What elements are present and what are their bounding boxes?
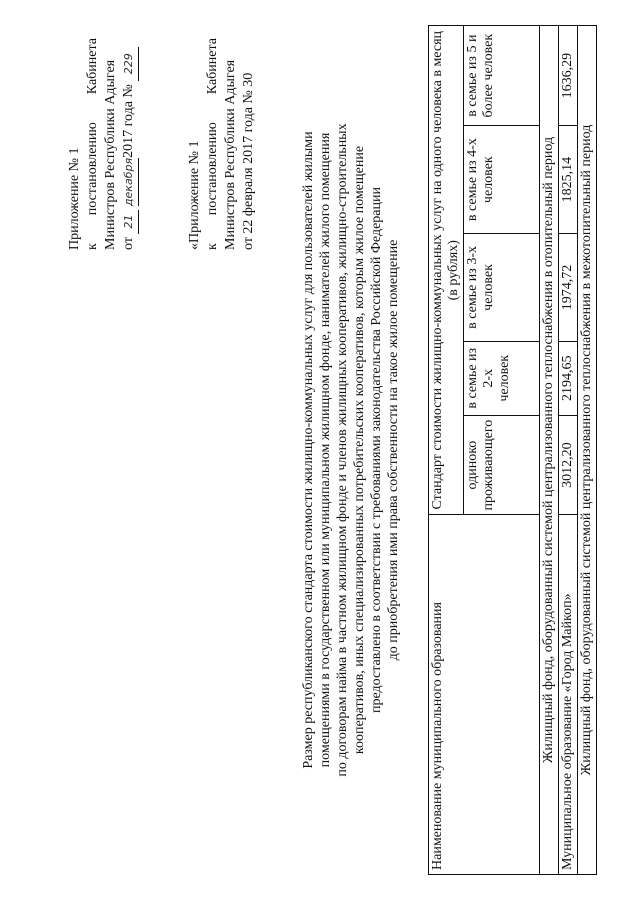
heading-line: помещениями в государственном или муниципальном жилищном фонде, нанимателей жилого помещения [318,132,333,768]
handwritten-date-day: 21 [120,210,139,234]
appendix-current-title: Приложение № 1 [67,147,82,250]
appendix-previous-line2-left: к [205,243,220,250]
heading-line: до приобретения ими права собственности на такое жилое помещение [386,239,401,661]
table-header-row [429,26,464,875]
subheader-single: одиноко проживающего [464,415,540,515]
heading-line: предоставлено в соответствии с требованиями законодательства Российской Федерации [369,187,384,713]
subheader-family-4: в семье из 4-х человек [464,126,540,234]
appendix-current-line3: Министров Республики Адыгея [103,59,118,250]
section-heating-period: Жилищный фонд, оборудованный системой централизованного теплоснабжения в отопительный период [540,26,559,875]
header-municipality: Наименование муниципального образования [429,515,540,875]
appendix-current-line2-mid: постановлению [85,122,100,216]
appendix-current-line2-left: к [85,243,100,250]
row-municipality-name: Муниципальное образование «Город Майкоп» [559,515,578,875]
document-heading [300,85,402,815]
subheader-family-2: в семье из 2-х человек [464,341,540,415]
table-row [559,26,578,875]
value-family-2: 2194,65 [559,341,578,415]
value-family-5plus: 1636,29 [559,26,578,126]
appendix-previous-line2 [204,38,222,250]
appendix-previous-line4: от 22 февраля 2017 года № 30 [241,72,256,250]
subheader-family-3: в семье из 3-х человек [464,234,540,342]
handwritten-number: 229 [120,47,139,81]
appendix-previous-line2-mid: постановлению [205,122,220,216]
appendix-previous-line2-right: Кабинета [205,37,220,95]
appendix-previous [186,38,258,250]
value-single: 3012,20 [559,415,578,515]
heading-line: по договорам найма в частном жилищном фонде и членов жилищных кооперативов, жилищно-строительных [335,123,350,777]
value-family-4: 1825,14 [559,126,578,234]
appendix-current-from: от [121,237,136,250]
appendix-previous-line3: Министров Республики Адыгея [223,59,238,250]
subheader-family-5plus: в семье из 5 и более человек [464,26,540,126]
appendix-current-line4 [120,38,139,250]
section-row-nonheating [578,26,597,875]
standard-cost-table [428,25,597,875]
handwritten-date-month: декабря [120,158,139,206]
heading-line: Размер республиканского стандарта стоимости жилищно-коммунальных услуг для пользователей жилыми [301,131,316,769]
appendix-current-line2-right: Кабинета [85,37,100,95]
value-family-3: 1974,72 [559,234,578,342]
section-row-heating [540,26,559,875]
appendix-current [66,38,139,250]
appendix-previous-title: «Приложение № 1 [187,140,202,250]
heading-line: кооперативов, иных специализированных потребительских кооперативов, которым жилое помещение [352,145,367,755]
appendix-current-year: 2017 года № [121,84,136,158]
section-nonheating-period: Жилищный фонд, оборудованный системой централизованного теплоснабжения в межотопительный период [578,26,597,875]
header-standard: Стандарт стоимости жилищно-коммунальных услуг на одного человека в месяц (в рублях) [429,26,464,516]
appendix-current-line2 [84,38,102,250]
